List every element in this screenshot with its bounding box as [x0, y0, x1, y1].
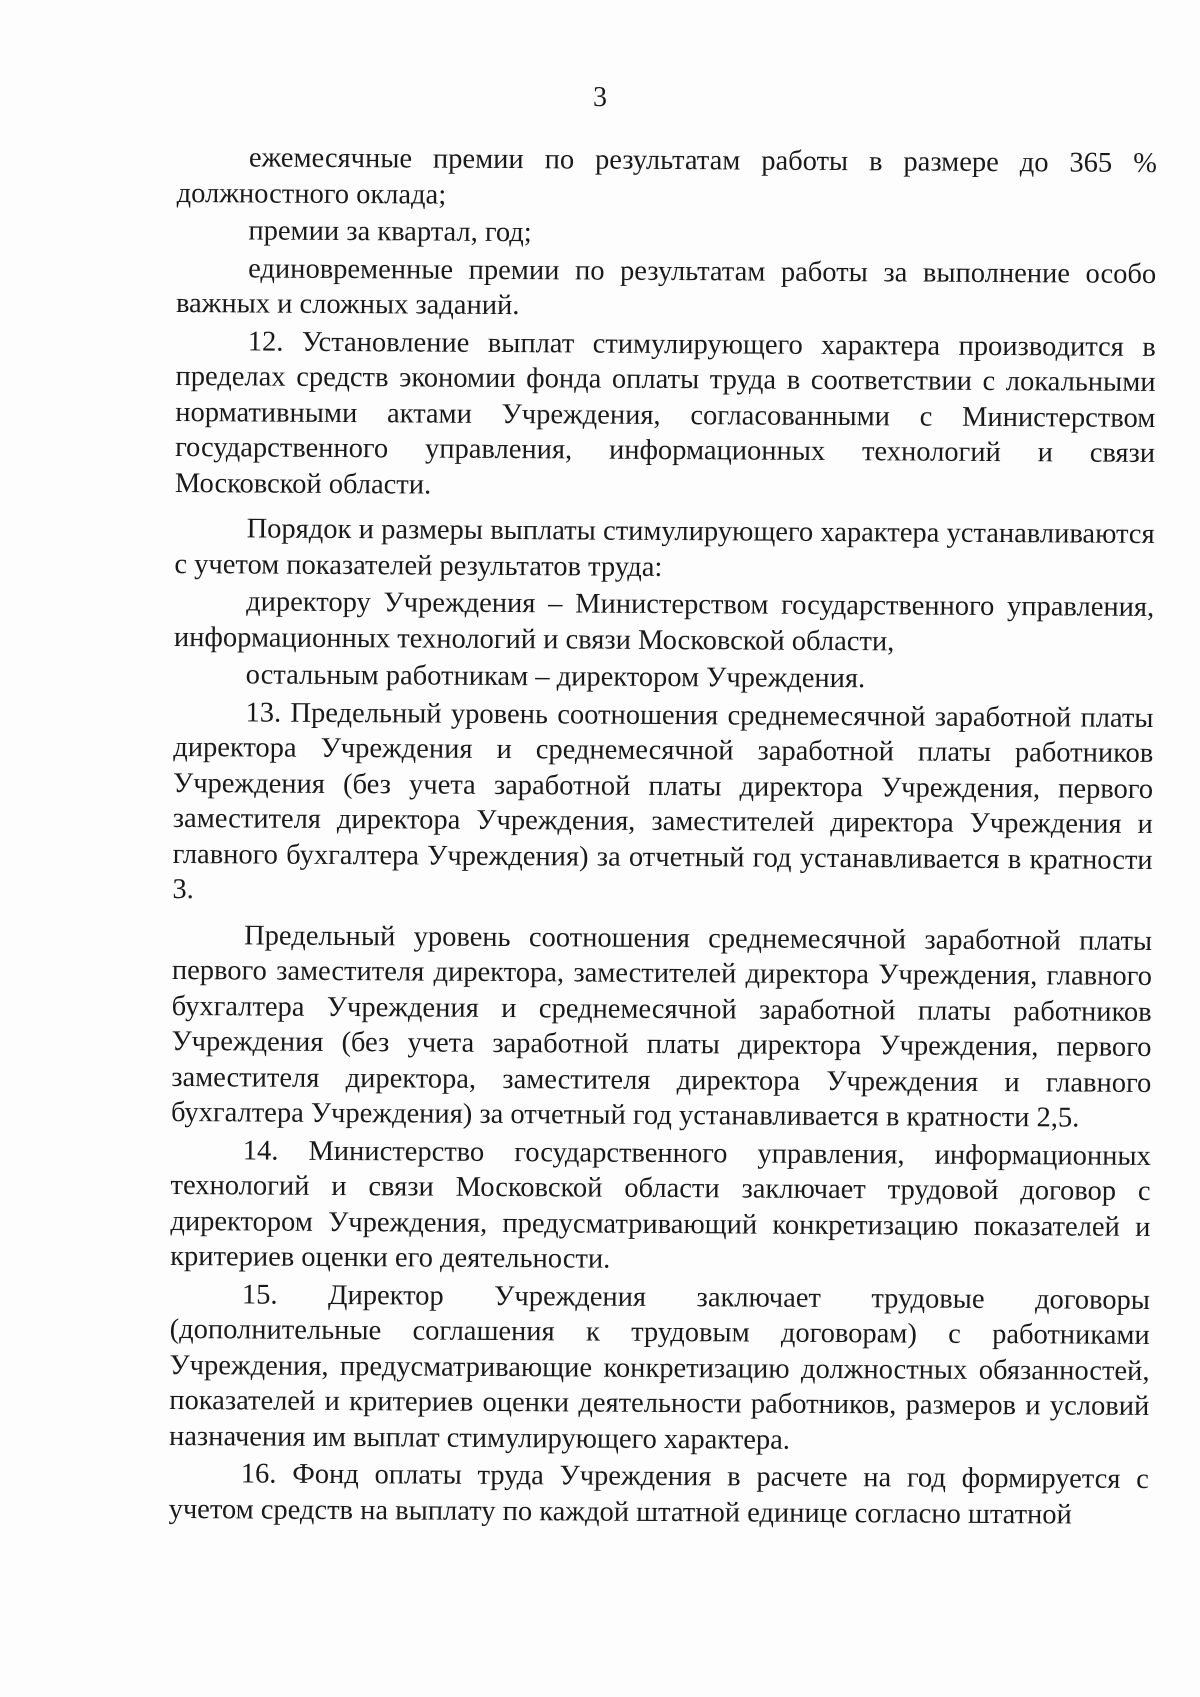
paragraph-item-15: 15. Директор Учреждения заключает трудовые договоры (дополнительные соглашения к трудовым договорам) с работниками Учреждения, предусматривающие конкретизацию должностных обязанностей, показателей и критериев оценки деятельности работников, размеров и условий назначения им выплат стимулирующего характера. [168, 1278, 1151, 1456]
paragraph-director-payments: директору Учреждения – Министерством государственного управления, информационных технологий и связи Московской области, [173, 586, 1155, 657]
paragraph-item-16: 16. Фонд оплаты труда Учреждения в расчете на год формируется с учетом средств на выплату по каждой штатной единице согласно штатной [168, 1458, 1149, 1530]
page-number: 3 [593, 82, 607, 113]
paragraph-one-time-bonus: единовременные премии по результатам работы за выполнение особо важных и сложных заданий. [175, 252, 1157, 322]
paragraph-procedure: Порядок и размеры выплаты стимулирующего характера устанавливаются с учетом показателей результатов труда: [174, 513, 1155, 583]
document-body [169, 140, 1157, 1535]
paragraph-other-employees: остальным работникам – директором Учреждения. [245, 659, 866, 695]
paragraph-ratio-deputies: Предельный уровень соотношения среднемесячной заработной платы первого заместителя директора, заместителей директора Учреждения, главного бухгалтера Учреждения и среднемесячной заработной платы работников Учреждения (без учета заработной платы директора Учреждения, первого заместителя директора, заместителя директора Учреждения и главного бухгалтера Учреждения) за отчетный год устанавливается в кратности 2,5. [170, 919, 1153, 1134]
paragraph-item-13: 13. Предельный уровень соотношения среднемесячной заработной платы директора Учреждения и среднемесячной заработной платы работников Учреждения (без учета заработной платы директора Учреждения, первого заместителя директора Учреждения, заместителей директора Учреждения и главного бухгалтера Учреждения) за отчетный год устанавливается в кратности 3. [172, 696, 1154, 906]
paragraph-quarterly-bonus: премии за квартал, год; [248, 215, 532, 249]
paragraph-monthly-bonus: ежемесячные премии по результатам работы в размере до 365 % должностного оклада; [176, 142, 1157, 211]
paragraph-item-12: 12. Установление выплат стимулирующего характера производится в пределах средств экономии фонда оплаты труда в соответствии с локальными нормативными актами Учреждения, согласованными с Министерством государственного управления, информационных технологий и связи Московской области. [174, 325, 1156, 501]
paragraph-item-14: 14. Министерство государственного управления, информационных технологий и связи Московской области заключает трудовой договор с директором Учреждения, предусматривающий конкретизацию показателей и критериев оценки его деятельности. [170, 1134, 1151, 1275]
